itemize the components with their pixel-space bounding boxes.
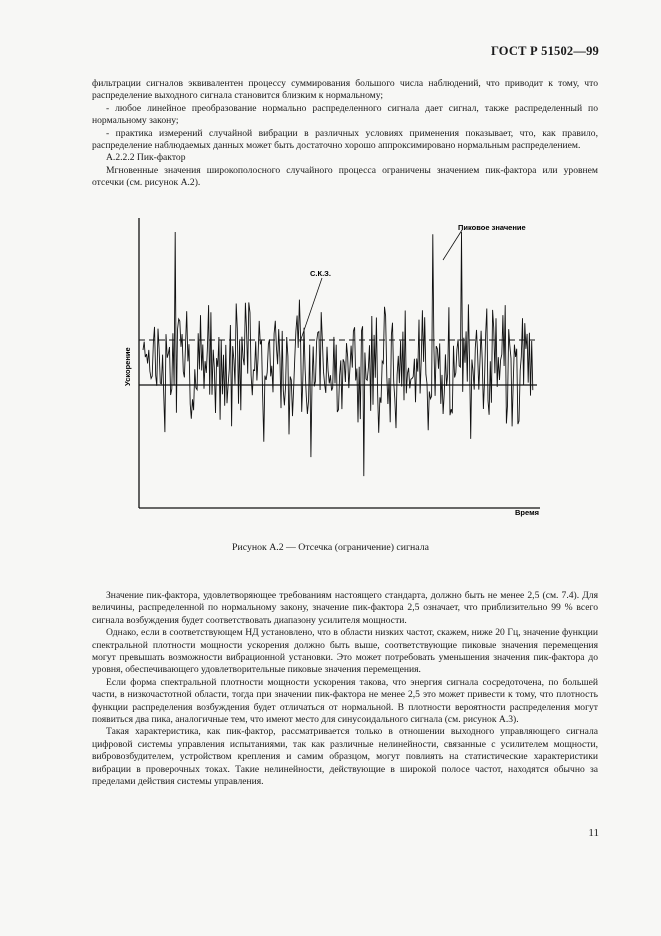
- paragraph: Если форма спектральной плотности мощности ускорения такова, что энергия сигнала сосредоточена, по большей части, в низкочастотной области, тогда при значении пик-фактора не менее 2,5 это может привести к тому, что плотность функции распределения возбуждения будет отличаться от нормальной. В плотности вероятности распределения могут появиться два пика, аналогичные тем, что имеют место для синусоидального сигнала (см. рисунок А.3).: [92, 676, 598, 726]
- bottom-text-block: [92, 590, 598, 789]
- paragraph: Такая характеристика, как пик-фактор, рассматривается только в отношении выходного управляющего сигнала цифровой системы управления испытаниями, так как различные нелинейности, связанные с усилителем мощности, вибровозбудителем, устройством крепления и самим образцом, могут повлиять на статистические характеристики вибрации в проверочных токах. Такие нелинейности, действующие в широкой полосе частот, находятся обычно за пределами действия системы управления.: [92, 726, 598, 788]
- standard-header: ГОСТ Р 51502—99: [490, 44, 599, 58]
- page-number: 11: [588, 827, 599, 839]
- paragraph: Мгновенные значения широкополосного случайного процесса ограничены значением пик-фактора или уровнем отсечки (см. рисунок А.2).: [92, 164, 598, 189]
- section-heading: А.2.2.2 Пик-фактор: [106, 152, 186, 164]
- paragraph: - практика измерений случайной вибрации в различных условиях применения показывает, что, как правило, распределение наблюдаемых данных может быть достаточно хорошо аппроксимировано нормальным распределением.: [92, 127, 598, 152]
- paragraph: Значение пик-фактора, удовлетворяющее требованиям настоящего стандарта, должно быть не менее 2,5 (см. 7.4). Для величины, распределенной по нормальному закону, значение пик-фактора 2,5 означает, что приблизительно 99 % всего сигнала возбуждения будет соответствовать диапазону усилителя мощности.: [92, 590, 598, 626]
- rms-label: С.К.З.: [310, 269, 331, 278]
- paragraph: - любое линейное преобразование нормально распределенного сигнала дает сигнал, также распределенный по нормальному закону;: [92, 102, 598, 127]
- peak-leader: [443, 230, 462, 260]
- y-axis-label: Ускорение: [123, 347, 132, 386]
- x-axis-label: Время: [515, 508, 539, 517]
- peak-label: Пиковое значение: [458, 223, 526, 232]
- paragraph: Однако, если в соответствующем НД установлено, что в области низких частот, скажем, ниже 20 Гц, значение функции спектральной плотности мощности ускорения должно быть выше, соответствующие пиковые значения перемещения могут превышать возможности вибрационной установки. Это может потребовать уменьшения значения пик-фактора до уровня, обеспечивающего удовлетворительные пиковые значения перемещения.: [92, 627, 598, 676]
- signal-trace: [143, 232, 533, 476]
- paragraph: фильтрации сигналов эквивалентен процессу суммирования большого числа наблюдений, что приводит к тому, что распределение выходного сигнала становится близким к нормальному;: [92, 78, 598, 102]
- figure-caption: Рисунок А.2 — Отсечка (ограничение) сигнала: [232, 542, 429, 553]
